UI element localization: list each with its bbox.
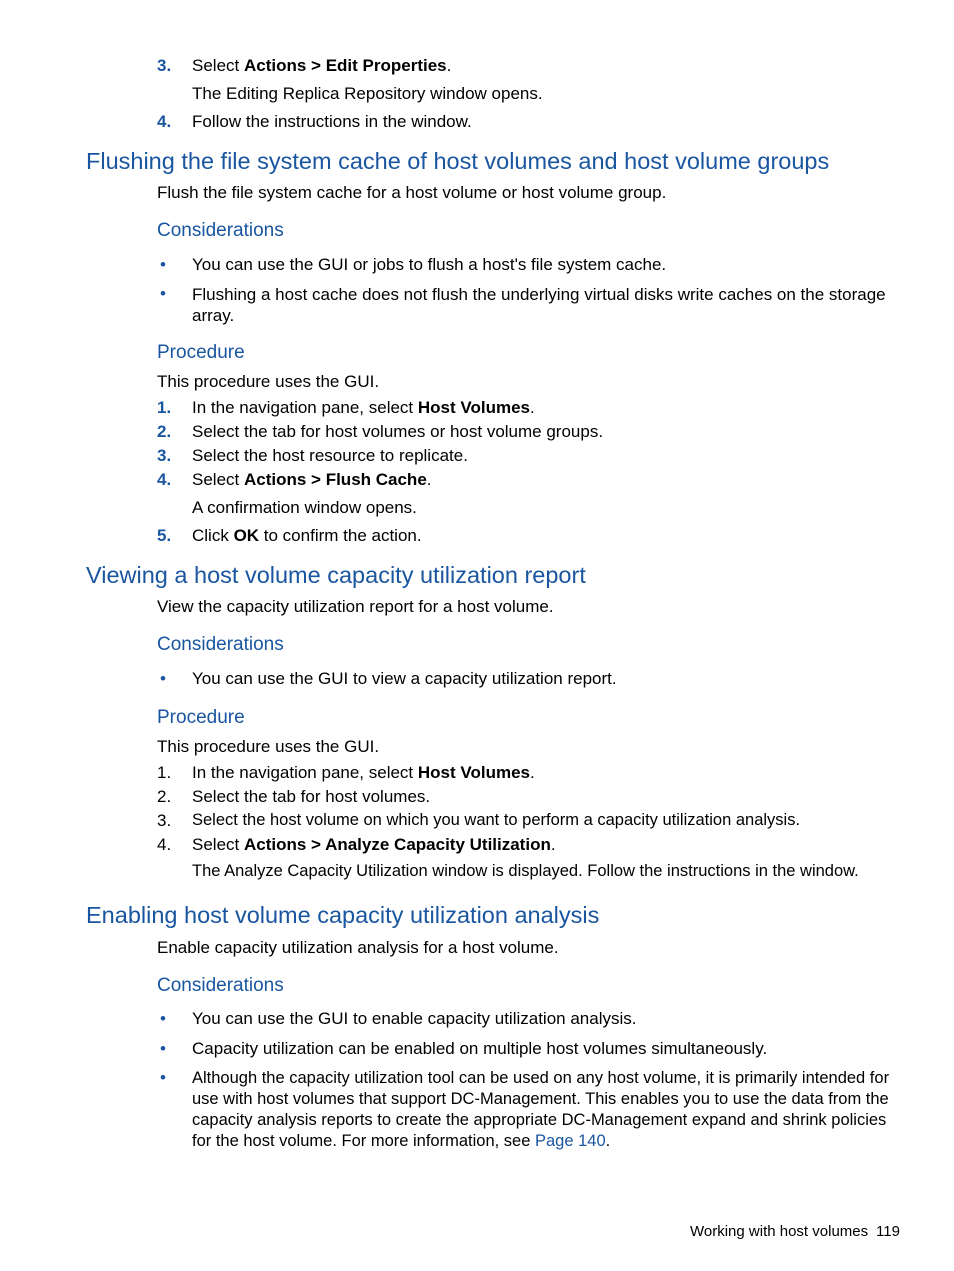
list-item: Although the capacity utilization tool can be used on any host volume, it is primarily intended for use with host volumes that support DC-Management. This enables you to use the data from the capacity analysis reports to create the appropriate DC-Management expand and shrink policies for the host volume. For more information, see Page 140. — [192, 1069, 890, 1150]
step-text: Select Actions > Flush Cache. — [192, 470, 432, 489]
step-number: 4. — [157, 470, 172, 489]
step-text: Click OK to confirm the action. — [192, 526, 422, 545]
step-text: In the navigation pane, select Host Volumes. — [192, 398, 535, 417]
bullet-icon: • — [160, 284, 166, 303]
section-intro: Enable capacity utilization analysis for a host volume. — [157, 938, 559, 957]
step-note: A confirmation window opens. — [192, 498, 417, 517]
step-number: 1. — [157, 398, 172, 417]
list-item: You can use the GUI or jobs to flush a host's file system cache. — [192, 255, 667, 274]
step-text: Select the tab for host volumes. — [192, 787, 431, 806]
step-text: Follow the instructions in the window. — [192, 112, 472, 131]
page-link[interactable]: Page 140 — [534, 1132, 606, 1150]
list-item: You can use the GUI to enable capacity utilization analysis. — [192, 1009, 637, 1028]
step-number: 3. — [157, 446, 172, 465]
procedure-intro: This procedure uses the GUI. — [157, 737, 380, 756]
step-number: 4. — [157, 112, 172, 131]
section-intro: View the capacity utilization report for a host volume. — [157, 597, 554, 616]
page-number: 119 — [876, 1223, 900, 1240]
subheading-considerations: Considerations — [157, 220, 284, 241]
step-number: 3. — [157, 56, 172, 75]
step-number: 5. — [157, 526, 172, 545]
step-number: 3. — [157, 811, 172, 830]
section-heading-flushing: Flushing the file system cache of host volumes and host volume groups — [86, 148, 830, 174]
subheading-procedure: Procedure — [157, 707, 245, 728]
section-heading-viewing: Viewing a host volume capacity utilization report — [86, 562, 586, 588]
step-number: 2. — [157, 422, 172, 441]
step-text: Select Actions > Analyze Capacity Utilization. — [192, 835, 556, 854]
step-text: Select the host volume on which you want to perform a capacity utilization analysis. — [192, 811, 801, 829]
step-text: In the navigation pane, select Host Volumes. — [192, 763, 535, 782]
footer-title: Working with host volumes — [690, 1223, 869, 1240]
subheading-considerations: Considerations — [157, 975, 284, 996]
step-number: 4. — [157, 835, 172, 854]
step-text: Select the host resource to replicate. — [192, 446, 468, 465]
procedure-intro: This procedure uses the GUI. — [157, 372, 380, 391]
bullet-icon: • — [160, 1039, 166, 1058]
list-item: Capacity utilization can be enabled on multiple host volumes simultaneously. — [192, 1039, 768, 1058]
step-text: Select the tab for host volumes or host volume groups. — [192, 422, 604, 441]
step-note: The Analyze Capacity Utilization window is displayed. Follow the instructions in the window. — [192, 862, 859, 880]
bullet-icon: • — [160, 255, 166, 274]
step-note: The Editing Replica Repository window opens. — [192, 84, 543, 103]
step-number: 2. — [157, 787, 172, 806]
step-text: Select Actions > Edit Properties. — [192, 56, 452, 75]
bullet-icon: • — [160, 1068, 166, 1087]
section-intro: Flush the file system cache for a host volume or host volume group. — [157, 183, 667, 202]
subheading-considerations: Considerations — [157, 634, 284, 655]
list-item: Flushing a host cache does not flush the underlying virtual disks write caches on the storage array. — [192, 285, 886, 325]
list-item: You can use the GUI to view a capacity utilization report. — [192, 669, 617, 688]
step-number: 1. — [157, 763, 172, 782]
subheading-procedure: Procedure — [157, 342, 245, 363]
bullet-icon: • — [160, 1009, 166, 1028]
bullet-icon: • — [160, 669, 166, 688]
section-heading-enabling: Enabling host volume capacity utilization analysis — [86, 902, 600, 928]
